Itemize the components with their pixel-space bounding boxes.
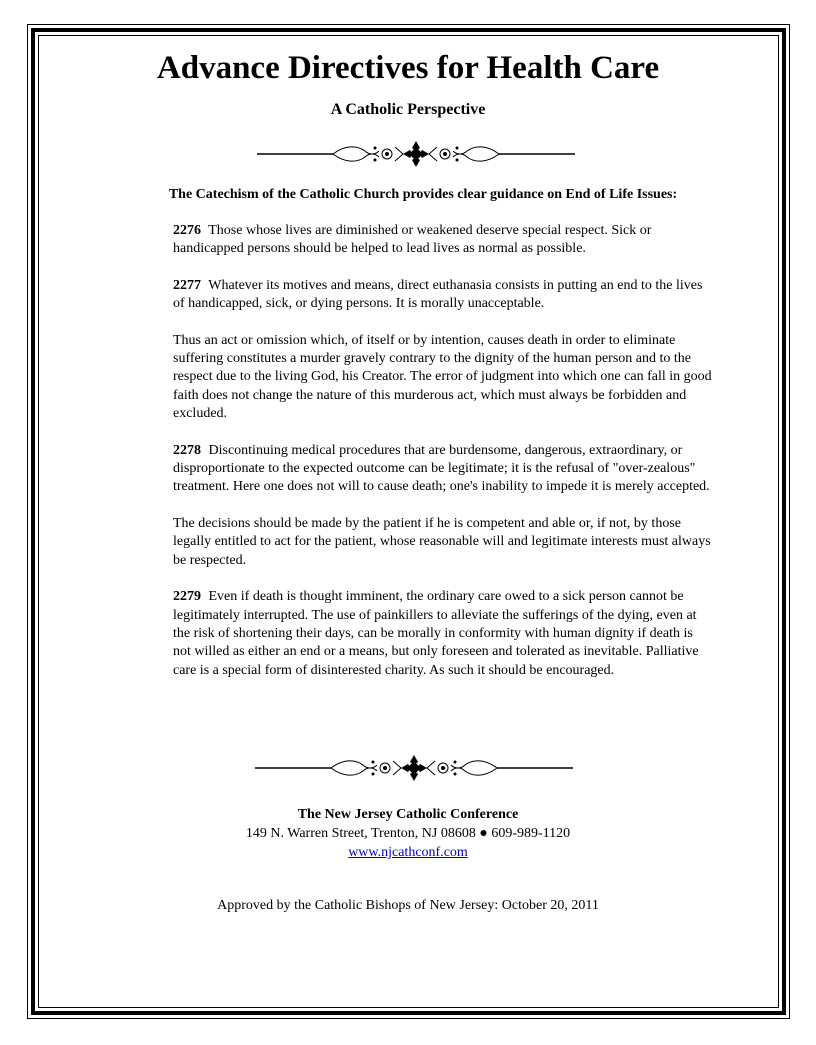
organization-address: 149 N. Warren Street, Trenton, NJ 08608 ● 609-989-1120 bbox=[245, 826, 571, 841]
intro-heading: The Catechism of the Catholic Church provides clear guidance on End of Life Issues: bbox=[168, 187, 678, 202]
paragraph-number: 2279 bbox=[173, 589, 201, 605]
paragraph-text: The decisions should be made by the patient if he is competent and able or, if not, by those legally entitled to act for the patient, whose reasonable will and legitimate interests must always be respected. bbox=[173, 515, 711, 568]
ornamental-divider-icon bbox=[255, 139, 577, 169]
paragraph-2278-continued bbox=[173, 515, 713, 570]
paragraph-number: 2276 bbox=[173, 223, 201, 238]
paragraph-text: Thus an act or omission which, of itself or by intention, causes death in order to eliminate suffering constitutes a murder gravely contrary to the dignity of the human person and to the respect due to the living God, his Creator. The error of judgment into which one can fall in good faith does not change the nature of this murderous act, which must always be forbidden and excluded. bbox=[173, 332, 712, 422]
paragraph-2277-continued bbox=[173, 332, 713, 424]
page-title: Advance Directives for Health Care bbox=[156, 50, 660, 86]
catechism-text bbox=[173, 222, 713, 698]
website-link[interactable]: www.njcathconf.com bbox=[348, 845, 468, 860]
paragraph-number: 2277 bbox=[173, 277, 201, 293]
paragraph-number: 2278 bbox=[173, 442, 201, 458]
paragraph-2279 bbox=[173, 588, 713, 680]
paragraph-2277 bbox=[173, 277, 713, 314]
page-subtitle: A Catholic Perspective bbox=[330, 101, 486, 118]
paragraph-2276 bbox=[173, 222, 713, 259]
footer-contact bbox=[0, 805, 816, 862]
paragraph-text: Those whose lives are diminished or weakened deserve special respect. Sick or handicapped persons should be helped to lead lives as normal as possible. bbox=[173, 223, 652, 257]
organization-name: The New Jersey Catholic Conference bbox=[297, 807, 519, 822]
ornamental-divider-icon bbox=[253, 753, 575, 783]
paragraph-2278 bbox=[173, 442, 713, 497]
paragraph-text: Discontinuing medical procedures that are burdensome, dangerous, extraordinary, or disproportionate to the expected outcome can be legitimate; it is the refusal of "over-zealous" treatment. Here one does not will to cause death; one's inability to impede it is merely accepted. bbox=[173, 442, 710, 495]
approval-note: Approved by the Catholic Bishops of New Jersey: October 20, 2011 bbox=[217, 898, 599, 913]
paragraph-text: Even if death is thought imminent, the ordinary care owed to a sick person cannot be legitimately interrupted. The use of painkillers to alleviate the sufferings of the dying, even at the risk of shortening their days, can be morally in conformity with human dignity if death is not willed as either an end or a means, but only foreseen and tolerated as inevitable. Palliative care is a special form of disinterested charity. As such it should be encouraged. bbox=[173, 589, 699, 678]
paragraph-text: Whatever its motives and means, direct euthanasia consists in putting an end to the lives of handicapped, sick, or dying persons. It is morally unacceptable. bbox=[173, 277, 703, 312]
